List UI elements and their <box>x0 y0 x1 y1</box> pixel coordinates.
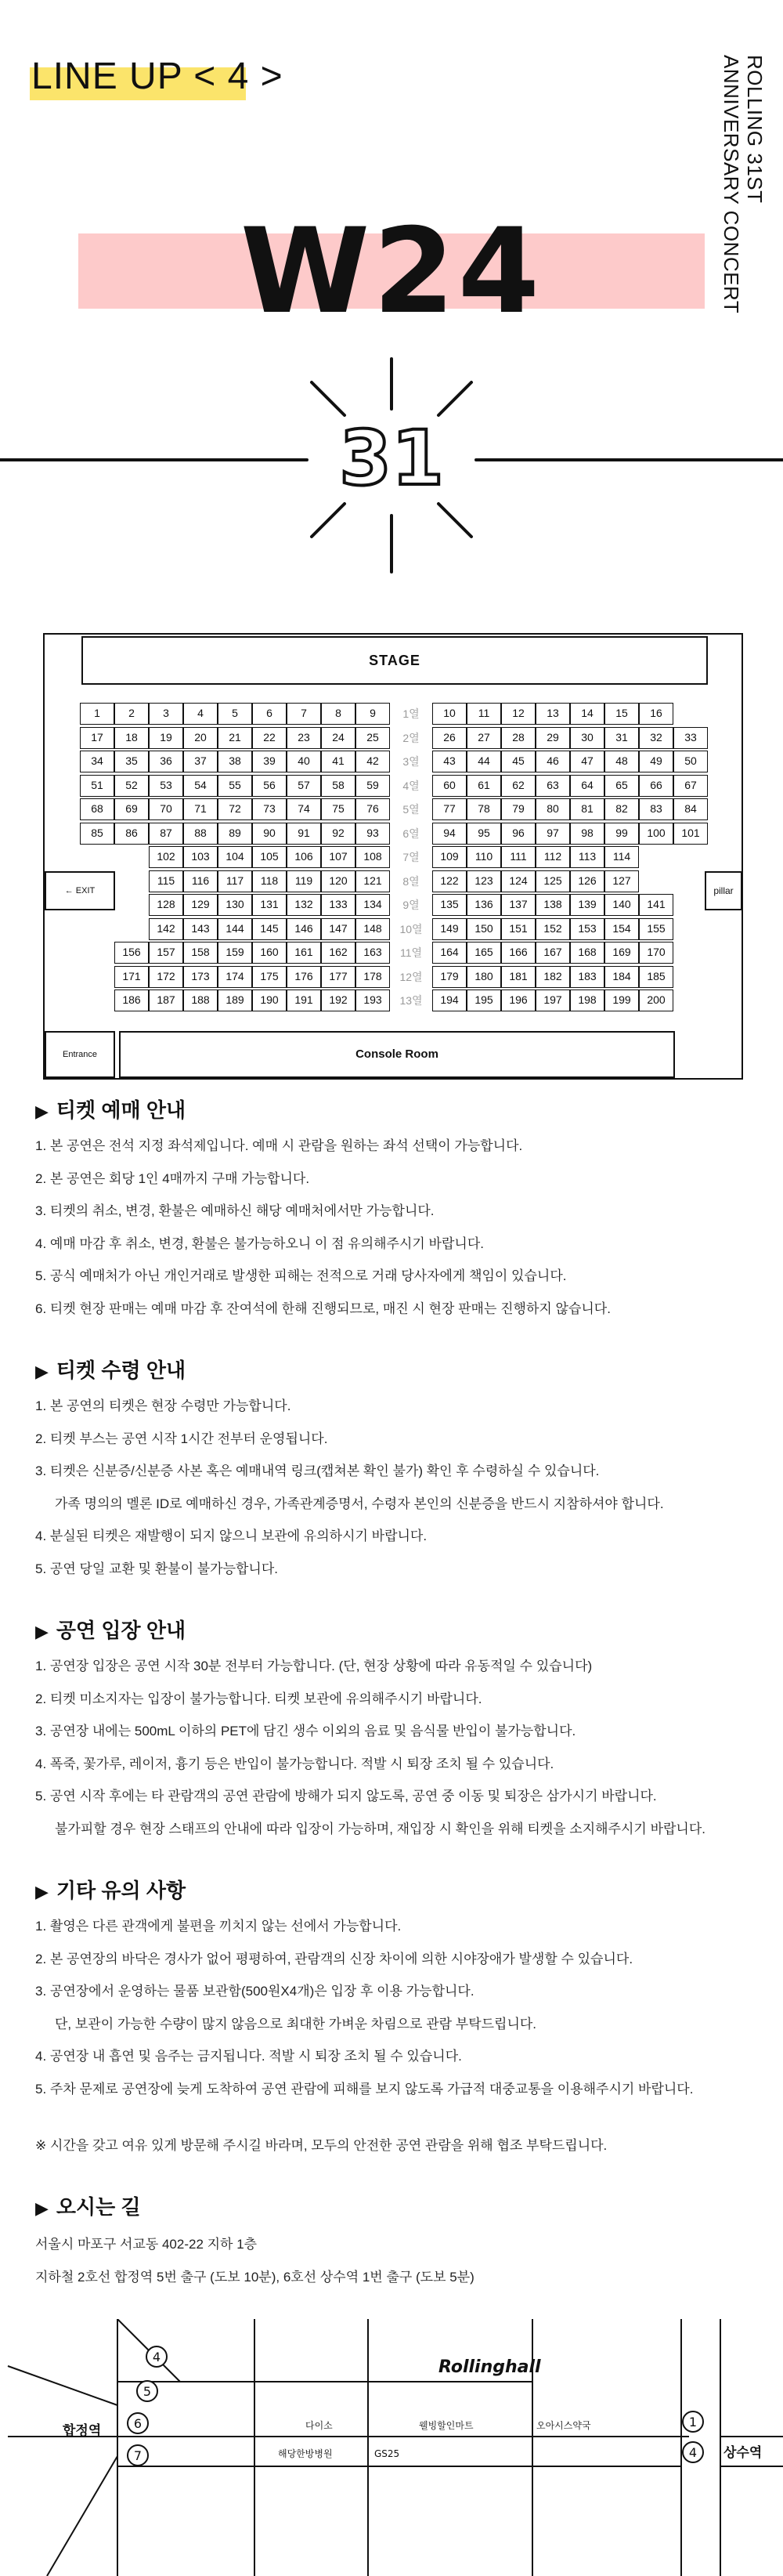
seat: 86 <box>114 823 149 845</box>
section-item: 2. 본 공연은 회당 1인 4매까지 구매 가능합니다. <box>35 1170 310 1186</box>
directions-title <box>35 2194 141 2222</box>
section-title <box>35 1877 186 1905</box>
map-venue-name: Rollinghall <box>438 2357 541 2377</box>
seat: 137 <box>501 894 536 916</box>
seat: 51 <box>80 775 114 797</box>
seat: 105 <box>252 846 287 868</box>
seat: 62 <box>501 775 536 797</box>
seat: 200 <box>639 990 673 1011</box>
seat: 5 <box>218 703 252 725</box>
seat: 64 <box>570 775 604 797</box>
seat: 153 <box>570 918 604 940</box>
section-item: 4. 공연장 내 흡연 및 음주는 금지됩니다. 적발 시 퇴장 조치 될 수 있습니다. <box>35 2049 462 2064</box>
seat: 20 <box>183 727 218 749</box>
seat: 57 <box>287 775 321 797</box>
seat: 30 <box>570 727 604 749</box>
triangle-arrow-icon: ▶ <box>35 1622 49 1641</box>
seat: 119 <box>287 870 321 892</box>
section-title-text: 티켓 예매 안내 <box>56 1098 186 1122</box>
seat: 15 <box>604 703 639 725</box>
section-item: 1. 공연장 입장은 공연 시작 30분 전부터 가능합니다. (단, 현장 상황에 따라 유동적일 수 있습니다) <box>35 1659 593 1673</box>
seat: 176 <box>287 966 321 988</box>
seat: 43 <box>432 751 467 772</box>
seat: 158 <box>183 942 218 964</box>
seat: 170 <box>639 942 673 964</box>
map-place-gs25: GS25 <box>374 2448 400 2459</box>
seat: 118 <box>252 870 287 892</box>
seat: 146 <box>287 918 321 940</box>
seat: 167 <box>536 942 570 964</box>
seat: 32 <box>639 727 673 749</box>
seat: 59 <box>355 775 390 797</box>
seat: 115 <box>149 870 183 892</box>
seat: 52 <box>114 775 149 797</box>
seat: 38 <box>218 751 252 772</box>
lineup-title: LINE UP < 4 > <box>31 56 283 97</box>
seat: 9 <box>355 703 390 725</box>
row-label: 1열 <box>402 707 420 720</box>
row-label: 4열 <box>402 779 420 792</box>
seat: 55 <box>218 775 252 797</box>
seat: 70 <box>149 798 183 820</box>
seat: 112 <box>536 846 570 868</box>
row-label: 13열 <box>399 994 423 1007</box>
seat: 126 <box>570 870 604 892</box>
section-item: 가족 명의의 멜론 ID로 예매하신 경우, 가족관계증명서, 수령자 본인의 신분증을 반드시 지참하셔야 합니다. <box>55 1496 664 1511</box>
section-item: 4. 폭죽, 꽃가루, 레이저, 흉기 등은 반입이 불가능합니다. 적발 시 퇴장 조치 될 수 있습니다. <box>35 1756 554 1771</box>
seat: 190 <box>252 990 287 1011</box>
seat: 48 <box>604 751 639 772</box>
directions-address: 서울시 마포구 서교동 402-22 지하 1층 <box>35 2237 258 2252</box>
seat: 67 <box>673 775 708 797</box>
seat: 138 <box>536 894 570 916</box>
seat: 163 <box>355 942 390 964</box>
seat: 187 <box>149 990 183 1011</box>
seat: 11 <box>467 703 501 725</box>
seat: 174 <box>218 966 252 988</box>
vertical-line-2: ANNIVERSARY CONCERT <box>720 55 743 314</box>
seat: 147 <box>321 918 355 940</box>
section-item: 3. 티켓은 신분증/신분증 사본 혹은 예매내역 링크(캡쳐본 확인 불가) 확인 후 수령하실 수 있습니다. <box>35 1463 600 1478</box>
vertical-line-1: ROLLING 31ST <box>743 55 767 204</box>
row-label: 2열 <box>402 731 420 744</box>
seat: 74 <box>287 798 321 820</box>
triangle-arrow-icon: ▶ <box>35 2198 49 2218</box>
seat: 177 <box>321 966 355 988</box>
directions-subway: 지하철 2호선 합정역 5번 출구 (도보 10분), 6호선 상수역 1번 출구 (도보 5분) <box>35 2270 474 2285</box>
seat: 33 <box>673 727 708 749</box>
seat: 68 <box>80 798 114 820</box>
seat: 103 <box>183 846 218 868</box>
seat: 14 <box>570 703 604 725</box>
seat: 109 <box>432 846 467 868</box>
seat: 157 <box>149 942 183 964</box>
seat: 96 <box>501 823 536 845</box>
row-label: 3열 <box>402 755 420 768</box>
seat: 1 <box>80 703 114 725</box>
seat: 50 <box>673 751 708 772</box>
seat: 56 <box>252 775 287 797</box>
section-item: 불가피할 경우 현장 스태프의 안내에 따라 입장이 가능하며, 재입장 시 확인을 위해 티켓을 소지해주시기 바랍니다. <box>55 1821 705 1836</box>
seat: 8 <box>321 703 355 725</box>
seat: 100 <box>639 823 673 845</box>
seat: 161 <box>287 942 321 964</box>
seat: 150 <box>467 918 501 940</box>
seat: 135 <box>432 894 467 916</box>
seat: 77 <box>432 798 467 820</box>
seat: 88 <box>183 823 218 845</box>
seat: 71 <box>183 798 218 820</box>
seat: 84 <box>673 798 708 820</box>
seat: 18 <box>114 727 149 749</box>
seat: 197 <box>536 990 570 1011</box>
seat: 40 <box>287 751 321 772</box>
section-title <box>35 1617 186 1645</box>
seat: 121 <box>355 870 390 892</box>
seat: 82 <box>604 798 639 820</box>
seat: 172 <box>149 966 183 988</box>
seat: 87 <box>149 823 183 845</box>
seat: 194 <box>432 990 467 1011</box>
seat: 63 <box>536 775 570 797</box>
seat: 76 <box>355 798 390 820</box>
seat: 101 <box>673 823 708 845</box>
section-item: 2. 티켓 부스는 공연 시작 1시간 전부터 운영됩니다. <box>35 1431 328 1446</box>
seat: 117 <box>218 870 252 892</box>
row-label: 9열 <box>402 899 420 911</box>
seat: 165 <box>467 942 501 964</box>
seat: 155 <box>639 918 673 940</box>
seat: 72 <box>218 798 252 820</box>
map-exit-7: 7 <box>133 2448 143 2463</box>
section-item: 3. 공연장에서 운영하는 물품 보관함(500원X4개)은 입장 후 이용 가능합니다. <box>35 1984 474 1999</box>
seat: 162 <box>321 942 355 964</box>
seat: 144 <box>218 918 252 940</box>
section-item: 단, 보관이 가능한 수량이 많지 않음으로 최대한 가벼운 차림으로 관람 부탁드립니다. <box>55 2016 537 2031</box>
seat: 149 <box>432 918 467 940</box>
seat: 54 <box>183 775 218 797</box>
map-exit-6: 6 <box>133 2416 143 2431</box>
seat: 21 <box>218 727 252 749</box>
exit-door: ← EXIT <box>45 871 115 910</box>
seat: 199 <box>604 990 639 1011</box>
seat: 73 <box>252 798 287 820</box>
seat: 3 <box>149 703 183 725</box>
seat: 4 <box>183 703 218 725</box>
section-title-text: 기타 유의 사항 <box>56 1879 186 1902</box>
row-label: 10열 <box>399 922 423 935</box>
section-item: 3. 티켓의 취소, 변경, 환불은 예매하신 해당 예매처에서만 가능합니다. <box>35 1203 435 1218</box>
pillar: pillar <box>705 871 742 910</box>
seat: 143 <box>183 918 218 940</box>
seat: 166 <box>501 942 536 964</box>
seat: 122 <box>432 870 467 892</box>
map-place-daiso: 다이소 <box>305 2420 333 2431</box>
seat: 189 <box>218 990 252 1011</box>
seat: 75 <box>321 798 355 820</box>
seat: 192 <box>321 990 355 1011</box>
seat: 98 <box>570 823 604 845</box>
seat: 85 <box>80 823 114 845</box>
seat: 181 <box>501 966 536 988</box>
seat: 125 <box>536 870 570 892</box>
seat: 79 <box>501 798 536 820</box>
seat: 160 <box>252 942 287 964</box>
seat: 91 <box>287 823 321 845</box>
map-place-wellbeing: 웰빙할인마트 <box>419 2420 474 2431</box>
section-item: 5. 공식 예매처가 아닌 개인거래로 발생한 피해는 전적으로 거래 당사자에게 책임이 있습니다. <box>35 1268 567 1283</box>
seat: 78 <box>467 798 501 820</box>
seat: 156 <box>114 942 149 964</box>
seat: 108 <box>355 846 390 868</box>
seat: 28 <box>501 727 536 749</box>
seat: 93 <box>355 823 390 845</box>
seat: 81 <box>570 798 604 820</box>
seat: 110 <box>467 846 501 868</box>
seat: 19 <box>149 727 183 749</box>
seat: 97 <box>536 823 570 845</box>
visit-notice: ※ 시간을 갖고 여유 있게 방문해 주시길 바라며, 모두의 안전한 공연 관람을 위해 협조 부탁드립니다. <box>35 2138 608 2153</box>
seat: 6 <box>252 703 287 725</box>
seat: 185 <box>639 966 673 988</box>
seat: 39 <box>252 751 287 772</box>
seat: 2 <box>114 703 149 725</box>
section-item: 1. 본 공연은 전석 지정 좌석제입니다. 예매 시 관람을 원하는 좌석 선택이 가능합니다. <box>35 1138 523 1153</box>
console-room: Console Room <box>119 1031 675 1078</box>
section-item: 5. 주차 문제로 공연장에 늦게 도착하여 공연 관람에 피해를 보지 않도록 가급적 대중교통을 이용해주시기 바랍니다. <box>35 2081 694 2097</box>
seat: 49 <box>639 751 673 772</box>
seat: 148 <box>355 918 390 940</box>
seat: 120 <box>321 870 355 892</box>
seat: 29 <box>536 727 570 749</box>
seat: 26 <box>432 727 467 749</box>
seat: 65 <box>604 775 639 797</box>
seat: 22 <box>252 727 287 749</box>
seat: 142 <box>149 918 183 940</box>
seat: 123 <box>467 870 501 892</box>
seat: 35 <box>114 751 149 772</box>
seat: 178 <box>355 966 390 988</box>
seat: 195 <box>467 990 501 1011</box>
section-title <box>35 1097 186 1125</box>
anniversary-logo <box>0 345 783 588</box>
seat: 99 <box>604 823 639 845</box>
seat: 193 <box>355 990 390 1011</box>
seat: 89 <box>218 823 252 845</box>
section-item: 5. 공연 시작 후에는 타 관람객의 공연 관람에 방해가 되지 않도록, 공연 중 이동 및 퇴장은 삼가시기 바랍니다. <box>35 1789 657 1804</box>
seat: 175 <box>252 966 287 988</box>
seat: 92 <box>321 823 355 845</box>
row-label: 11열 <box>399 946 423 959</box>
seat: 69 <box>114 798 149 820</box>
seat: 145 <box>252 918 287 940</box>
seat: 139 <box>570 894 604 916</box>
seat: 131 <box>252 894 287 916</box>
seat: 106 <box>287 846 321 868</box>
seat: 114 <box>604 846 639 868</box>
location-map <box>0 2319 783 2576</box>
seat: 36 <box>149 751 183 772</box>
seat: 188 <box>183 990 218 1011</box>
seat: 66 <box>639 775 673 797</box>
map-exit-1-right: 1 <box>688 2415 698 2429</box>
seat: 45 <box>501 751 536 772</box>
row-label: 12열 <box>399 970 423 983</box>
seat: 134 <box>355 894 390 916</box>
seat: 198 <box>570 990 604 1011</box>
seat: 61 <box>467 775 501 797</box>
seat: 164 <box>432 942 467 964</box>
artist-name: W24 <box>240 204 543 340</box>
seat: 128 <box>149 894 183 916</box>
directions-title-text: 오시는 길 <box>56 2195 141 2219</box>
section-item: 2. 본 공연장의 바닥은 경사가 없어 평평하여, 관람객의 신장 차이에 의한 시야장애가 발생할 수 있습니다. <box>35 1951 633 1966</box>
seat: 183 <box>570 966 604 988</box>
seat: 116 <box>183 870 218 892</box>
triangle-arrow-icon: ▶ <box>35 1102 49 1121</box>
map-exit-5: 5 <box>143 2384 152 2399</box>
seat: 159 <box>218 942 252 964</box>
seat: 169 <box>604 942 639 964</box>
seat: 90 <box>252 823 287 845</box>
seat: 179 <box>432 966 467 988</box>
seat: 184 <box>604 966 639 988</box>
seat: 13 <box>536 703 570 725</box>
seat: 141 <box>639 894 673 916</box>
seat: 58 <box>321 775 355 797</box>
section-item: 1. 촬영은 다른 관객에게 불편을 끼치지 않는 선에서 가능합니다. <box>35 1919 402 1934</box>
seat: 111 <box>501 846 536 868</box>
seat: 140 <box>604 894 639 916</box>
seat: 83 <box>639 798 673 820</box>
section-item: 1. 본 공연의 티켓은 현장 수령만 가능합니다. <box>35 1398 291 1413</box>
map-station-left: 합정역 <box>63 2423 102 2439</box>
map-exit-4-left: 4 <box>152 2350 161 2364</box>
map-station-right: 상수역 <box>723 2445 763 2461</box>
seat: 44 <box>467 751 501 772</box>
triangle-arrow-icon: ▶ <box>35 1362 49 1381</box>
triangle-arrow-icon: ▶ <box>35 1882 49 1901</box>
section-title <box>35 1357 186 1385</box>
section-item: 2. 티켓 미소지자는 입장이 불가능합니다. 티켓 보관에 유의해주시기 바랍니다. <box>35 1691 482 1706</box>
seat: 7 <box>287 703 321 725</box>
seat: 104 <box>218 846 252 868</box>
section-item: 5. 공연 당일 교환 및 환불이 불가능합니다. <box>35 1561 278 1576</box>
stage: STAGE <box>81 636 708 685</box>
map-place-hospital: 해당한방병원 <box>278 2448 333 2459</box>
seat: 132 <box>287 894 321 916</box>
seat: 102 <box>149 846 183 868</box>
seat: 60 <box>432 775 467 797</box>
seat: 46 <box>536 751 570 772</box>
seat: 154 <box>604 918 639 940</box>
seat: 17 <box>80 727 114 749</box>
seat: 127 <box>604 870 639 892</box>
logo-text: 31 <box>339 414 444 502</box>
seat: 186 <box>114 990 149 1011</box>
row-label: 6열 <box>402 827 420 840</box>
section-item: 6. 티켓 현장 판매는 예매 마감 후 잔여석에 한해 진행되므로, 매진 시 현장 판매는 진행하지 않습니다. <box>35 1301 611 1316</box>
seat: 151 <box>501 918 536 940</box>
seat: 37 <box>183 751 218 772</box>
seat: 94 <box>432 823 467 845</box>
seat: 34 <box>80 751 114 772</box>
seat: 95 <box>467 823 501 845</box>
seat: 196 <box>501 990 536 1011</box>
seat: 113 <box>570 846 604 868</box>
seat: 31 <box>604 727 639 749</box>
seat: 41 <box>321 751 355 772</box>
seat: 25 <box>355 727 390 749</box>
section-title-text: 공연 입장 안내 <box>56 1619 186 1642</box>
map-place-pharmacy: 오아시스약국 <box>536 2420 591 2431</box>
section-item: 4. 분실된 티켓은 재발행이 되지 않으니 보관에 유의하시기 바랍니다. <box>35 1529 428 1543</box>
row-label: 7열 <box>402 851 420 863</box>
seat: 130 <box>218 894 252 916</box>
seat: 168 <box>570 942 604 964</box>
seat: 10 <box>432 703 467 725</box>
seat: 124 <box>501 870 536 892</box>
entrance: Entrance <box>45 1031 115 1078</box>
seat: 171 <box>114 966 149 988</box>
seat: 27 <box>467 727 501 749</box>
section-title-text: 티켓 수령 안내 <box>56 1359 186 1382</box>
seat: 47 <box>570 751 604 772</box>
seat: 23 <box>287 727 321 749</box>
seat: 12 <box>501 703 536 725</box>
map-exit-4-right: 4 <box>688 2445 698 2460</box>
section-item: 4. 예매 마감 후 취소, 변경, 환불은 불가능하오니 이 점 유의해주시기 바랍니다. <box>35 1236 484 1251</box>
row-label: 5열 <box>402 803 420 816</box>
seat: 107 <box>321 846 355 868</box>
seat: 16 <box>639 703 673 725</box>
seat: 136 <box>467 894 501 916</box>
seat: 133 <box>321 894 355 916</box>
seat: 173 <box>183 966 218 988</box>
section-item: 3. 공연장 내에는 500mL 이하의 PET에 담긴 생수 이외의 음료 및 음식물 반입이 불가능합니다. <box>35 1724 576 1738</box>
seat: 24 <box>321 727 355 749</box>
seat: 180 <box>467 966 501 988</box>
seat: 42 <box>355 751 390 772</box>
seat: 80 <box>536 798 570 820</box>
seat: 191 <box>287 990 321 1011</box>
seat: 53 <box>149 775 183 797</box>
seat: 129 <box>183 894 218 916</box>
seat: 152 <box>536 918 570 940</box>
row-label: 8열 <box>402 874 420 888</box>
seat: 182 <box>536 966 570 988</box>
